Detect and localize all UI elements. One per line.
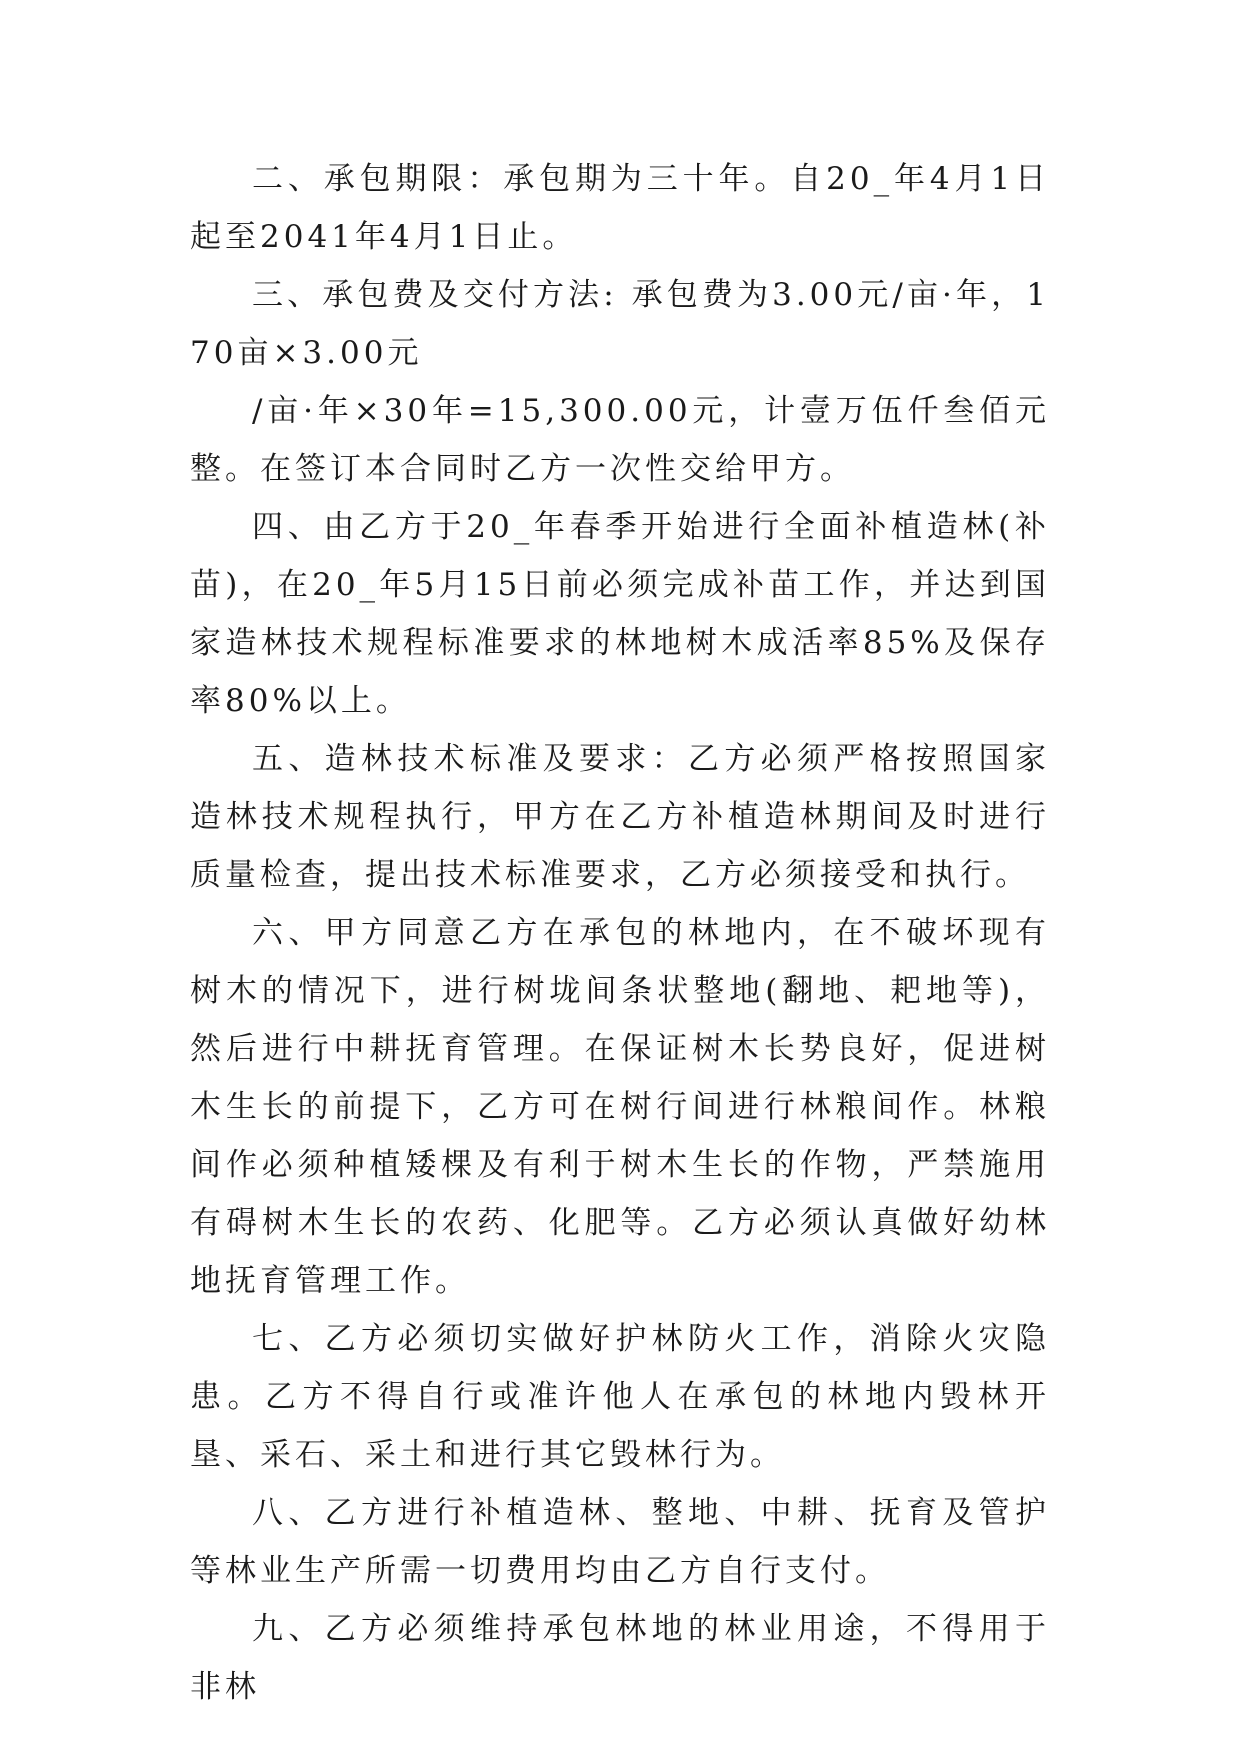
document-body (190, 150, 1050, 1716)
clause-9-land-use: 九、乙方必须维持承包林地的林业用途，不得用于非林 (190, 1611, 1050, 1705)
clause-6-intercropping: 六、甲方同意乙方在承包的林地内，在不破坏现有树木的情况下，进行树垅间条状整地(翻地、耙地等)，然后进行中耕抚育管理。在保证树木长势良好，促进树木生长的前提下，乙方可在树行间进行林粮间作。林粮间作必须种植矮棵及有利于树木生长的作物，严禁施用有碍树木生长的农药、化肥等。乙方必须认真做好幼林地抚育管理工作。 (190, 915, 1050, 1299)
clause-2-term: 二、承包期限：承包期为三十年。自20_年4月1日起至2041年4月1日止。 (190, 161, 1050, 255)
clause-3-fee-continued: /亩·年×30年=15,300.00元，计壹万伍仟叁佰元整。在签订本合同时乙方一次性交给甲方。 (190, 393, 1050, 487)
clause-7-fire-prevention: 七、乙方必须切实做好护林防火工作，消除火灾隐患。乙方不得自行或准许他人在承包的林地内毁林开垦、采石、采土和进行其它毁林行为。 (190, 1321, 1050, 1473)
clause-3-fee: 三、承包费及交付方法: 承包费为3.00元/亩·年，170亩×3.00元 (190, 277, 1050, 371)
clause-4-replanting: 四、由乙方于20_年春季开始进行全面补植造林(补苗)，在20_年5月15日前必须完成补苗工作，并达到国家造林技术规程标准要求的林地树木成活率85%及保存率80%以上。 (190, 509, 1050, 719)
clause-5-standards: 五、造林技术标准及要求：乙方必须严格按照国家造林技术规程执行，甲方在乙方补植造林期间及时进行质量检查，提出技术标准要求，乙方必须接受和执行。 (190, 741, 1050, 893)
clause-8-costs: 八、乙方进行补植造林、整地、中耕、抚育及管护等林业生产所需一切费用均由乙方自行支付。 (190, 1495, 1050, 1589)
